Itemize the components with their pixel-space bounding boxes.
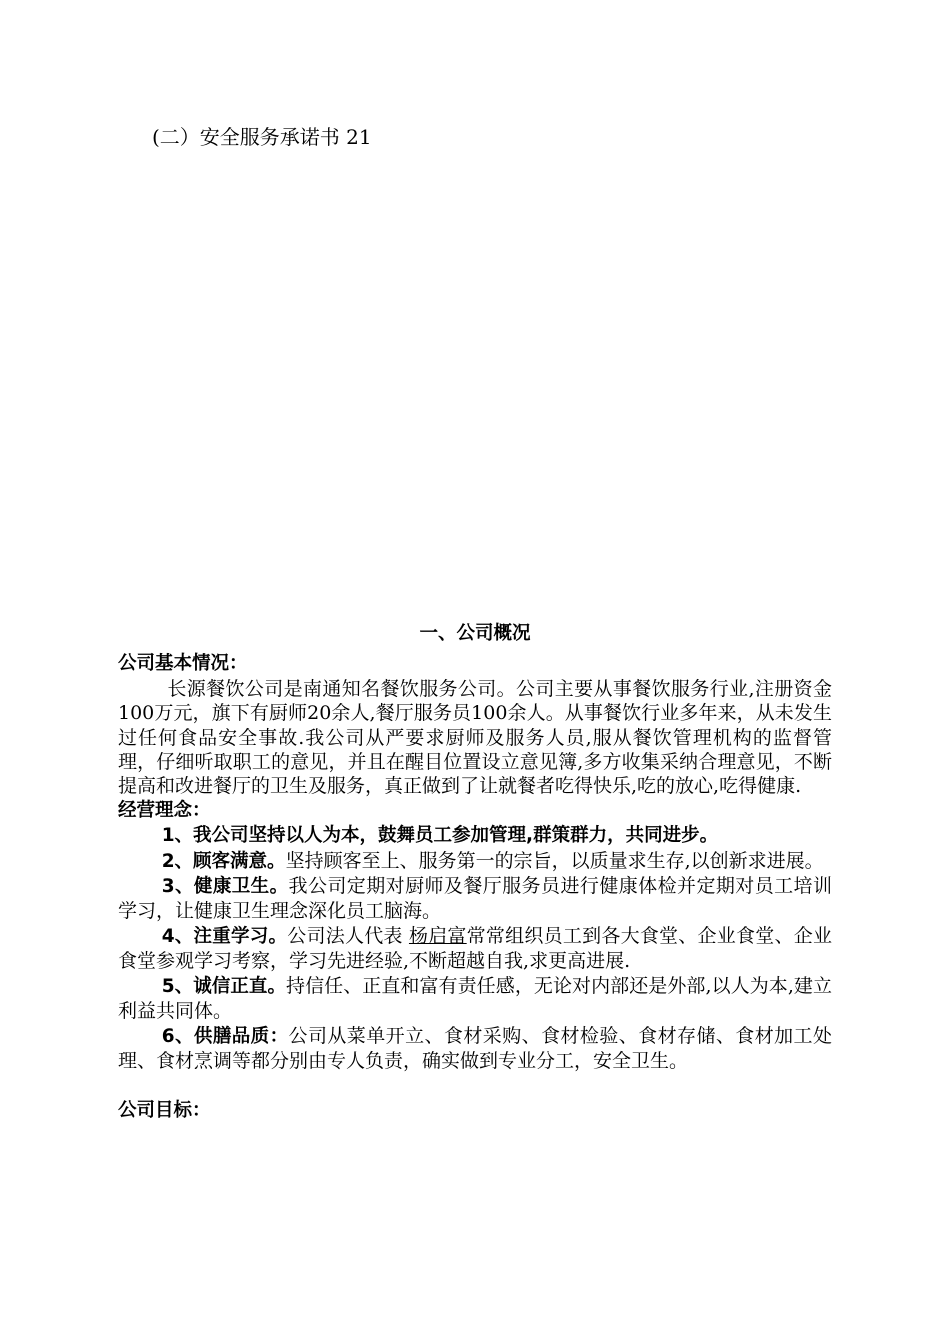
philosophy-item-title: 1、我公司坚持以人为本，鼓舞员工参加管理,群策群力，共同进步。 [161,825,719,847]
philosophy-label: 经营理念： [118,799,211,821]
philosophy-item-text: 我公司定期对厨师及餐厅服务员进行健康体检并定期对员工培训学习，让健康卫生理念深化员工脑海。 [118,875,832,923]
philosophy-item-6 [118,1024,832,1074]
philosophy-item-5 [118,974,832,1024]
company-overview-section [118,622,832,1124]
philosophy-item-title: 2、顾客满意。 [161,850,286,872]
philosophy-item-3 [118,874,832,924]
philosophy-item-text-cont: 常常组织员工到各大食堂、企业食堂、企业食堂参观学习考察，学习先进经验,不断超越自我,求更高进展. [118,924,832,973]
philosophy-item-1 [118,823,832,848]
spacer [118,1073,832,1099]
legal-representative-name: 杨启富 [408,924,467,947]
philosophy-item-title: 5、诚信正直。 [161,975,287,997]
section-title: 一、公司概况 [419,623,531,644]
philosophy-item-2 [118,849,832,874]
goal-label: 公司目标： [118,1100,211,1122]
philosophy-item-title: 6、供膳品质： [161,1025,289,1047]
philosophy-item-4 [118,924,832,974]
basic-info-paragraph: 长源餐饮公司是南通知名餐饮服务公司。公司主要从事餐饮服务行业,注册资金100万元，旗下有厨师20余人,餐厅服务员100余人。从事餐饮行业多年来，从未发生过任何食品安全事故.我公司从严要求厨师及服务人员,服从餐饮管理机构的监督管理，仔细听取职工的意见，并且在醒目位置设立意见簿,多方收集采纳合理意见，不断提高和改进餐厅的卫生及服务，真正做到了让就餐者吃得快乐,吃的放心,吃得健康. [118,677,832,798]
philosophy-item-text: 坚持顾客至上、服务第一的宗旨，以质量求生存,以创新求进展。 [285,849,824,872]
philosophy-item-text: 公司法人代表 [287,924,409,947]
philosophy-item-text: 持信任、正直和富有责任感，无论对内部还是外部,以人为本,建立利益共同体。 [118,974,833,1023]
toc-entry: (二）安全服务承诺书 21 [152,125,372,149]
philosophy-item-text: 公司从菜单开立、食材采购、食材检验、食材存储、食材加工处理、食材烹调等都分别由专人负责，确实做到专业分工，安全卫生。 [118,1024,832,1072]
philosophy-item-title: 4、注重学习。 [161,925,288,947]
basic-info-label: 公司基本情况： [118,653,248,675]
philosophy-item-title: 3、健康卫生。 [161,876,289,898]
